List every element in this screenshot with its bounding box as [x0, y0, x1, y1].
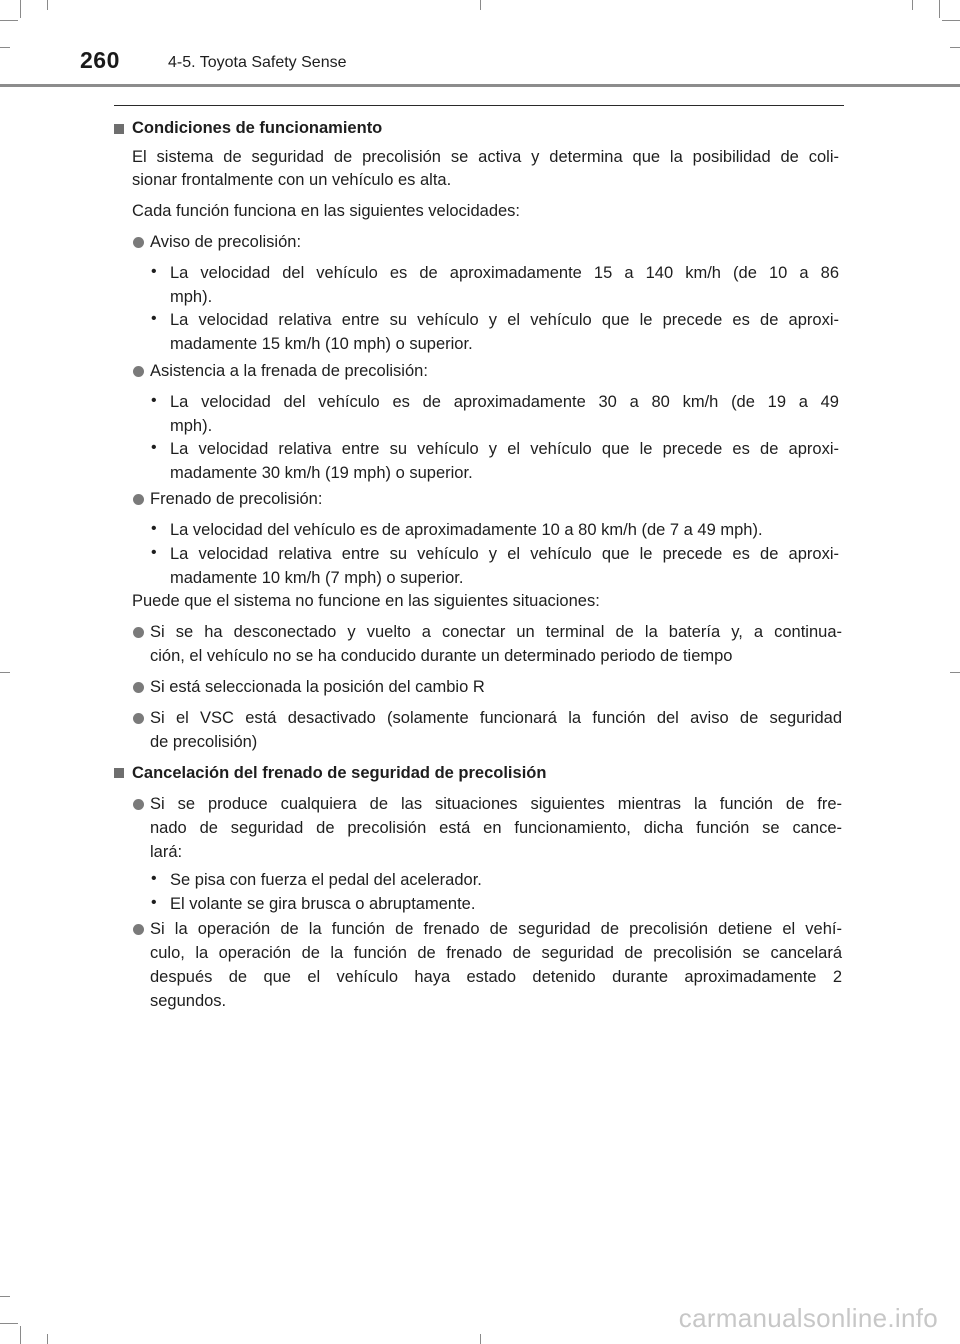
list-item: Si la operación de la función de frenado de seguridad de precolisión detiene el vehí-	[150, 920, 842, 938]
list-item: mph).	[170, 288, 213, 306]
list-item: madamente 30 km/h (19 mph) o superior.	[170, 464, 473, 482]
small-bullet: •	[151, 263, 157, 280]
list-item: La velocidad del vehículo es de aproximadamente 30 a 80 km/h (de 19 a 49	[170, 393, 839, 411]
list-item: La velocidad del vehículo es de aproximadamente 10 a 80 km/h (de 7 a 49 mph).	[170, 521, 763, 539]
crop-mark-tl-h	[0, 20, 18, 21]
list-item: La velocidad relativa entre su vehículo y el vehículo que le precede es de aproxi-	[170, 545, 839, 563]
list-item: Si el VSC está desactivado (solamente funcionará la función del aviso de seguridad	[150, 709, 842, 727]
list-item: madamente 15 km/h (10 mph) o superior.	[170, 335, 473, 353]
list-item: nado de seguridad de precolisión está en funcionamiento, dicha función se cance-	[150, 819, 842, 837]
crop-mark-tr-v2	[912, 0, 913, 10]
item-label: Aviso de precolisión:	[150, 233, 302, 251]
crop-mark-bl-v	[20, 1326, 21, 1344]
small-bullet: •	[151, 870, 157, 887]
circle-bullet-icon	[133, 713, 144, 724]
crop-mark-tl-h2	[0, 47, 10, 48]
list-item: lará:	[150, 843, 183, 861]
item-label: Asistencia a la frenada de precolisión:	[150, 362, 428, 380]
square-bullet-icon	[114, 768, 124, 778]
list-item: Si está seleccionada la posición del cambio R	[150, 678, 485, 696]
circle-bullet-icon	[133, 682, 144, 693]
crop-mark-tl-v2	[47, 0, 48, 10]
list-item: Si se produce cualquiera de las situaciones siguientes mientras la función de fre-	[150, 795, 842, 813]
crop-mark-tr-h2	[950, 47, 960, 48]
watermark-text: carmanualsonline.info	[678, 1303, 938, 1333]
content-top-rule	[114, 105, 844, 106]
small-bullet: •	[151, 520, 157, 537]
crop-mark-tr-v	[939, 0, 940, 18]
crop-mark-tm	[480, 0, 481, 10]
list-item: madamente 10 km/h (7 mph) o superior.	[170, 569, 464, 587]
small-bullet: •	[151, 439, 157, 456]
paragraph-line: Cada función funciona en las siguientes velocidades:	[132, 202, 521, 220]
crop-mark-ml	[0, 672, 10, 673]
list-item: Se pisa con fuerza el pedal del acelerador.	[170, 871, 482, 889]
section-title: 4-5. Toyota Safety Sense	[168, 54, 347, 71]
small-bullet: •	[151, 544, 157, 561]
small-bullet: •	[151, 392, 157, 409]
square-bullet-icon	[114, 124, 124, 134]
list-item: después de que el vehículo haya estado detenido durante aproximadamente 2	[150, 968, 842, 986]
list-item: La velocidad relativa entre su vehículo y el vehículo que le precede es de aproxi-	[170, 440, 839, 458]
crop-mark-bl-h	[0, 1323, 18, 1324]
crop-mark-bm	[480, 1334, 481, 1344]
small-bullet: •	[151, 310, 157, 327]
crop-mark-tl-v	[20, 0, 21, 18]
paragraph-line: El sistema de seguridad de precolisión se activa y determina que la posibilidad de coli-	[132, 148, 839, 166]
list-item: de precolisión)	[150, 733, 258, 751]
small-bullet: •	[151, 894, 157, 911]
circle-bullet-icon	[133, 494, 144, 505]
list-item: mph).	[170, 417, 213, 435]
paragraph-line: sionar frontalmente con un vehículo es alta.	[132, 171, 452, 189]
list-item: Si se ha desconectado y vuelto a conectar un terminal de la batería y, a continua-	[150, 623, 842, 641]
page-number: 260	[80, 47, 120, 73]
heading-cancel: Cancelación del frenado de seguridad de precolisión	[132, 764, 547, 782]
item-label: Frenado de precolisión:	[150, 490, 323, 508]
list-item: La velocidad relativa entre su vehículo y el vehículo que le precede es de aproxi-	[170, 311, 839, 329]
crop-mark-tr-h	[942, 20, 960, 21]
list-item: ción, el vehículo no se ha conducido durante un determinado periodo de tiempo	[150, 647, 733, 665]
crop-mark-mr	[950, 672, 960, 673]
header-divider	[0, 84, 960, 87]
list-item: La velocidad del vehículo es de aproximadamente 15 a 140 km/h (de 10 a 86	[170, 264, 839, 282]
list-item: El volante se gira brusca o abruptamente.	[170, 895, 476, 913]
circle-bullet-icon	[133, 627, 144, 638]
circle-bullet-icon	[133, 237, 144, 248]
heading-conditions: Condiciones de funcionamiento	[132, 119, 383, 137]
list-item: segundos.	[150, 992, 227, 1010]
crop-mark-bl-v2	[47, 1334, 48, 1344]
paragraph-line: Puede que el sistema no funcione en las siguientes situaciones:	[132, 592, 600, 610]
list-item: culo, la operación de la función de frenado de seguridad de precolisión se cancelará	[150, 944, 842, 962]
circle-bullet-icon	[133, 366, 144, 377]
circle-bullet-icon	[133, 924, 144, 935]
crop-mark-bl-h2	[0, 1296, 10, 1297]
circle-bullet-icon	[133, 799, 144, 810]
